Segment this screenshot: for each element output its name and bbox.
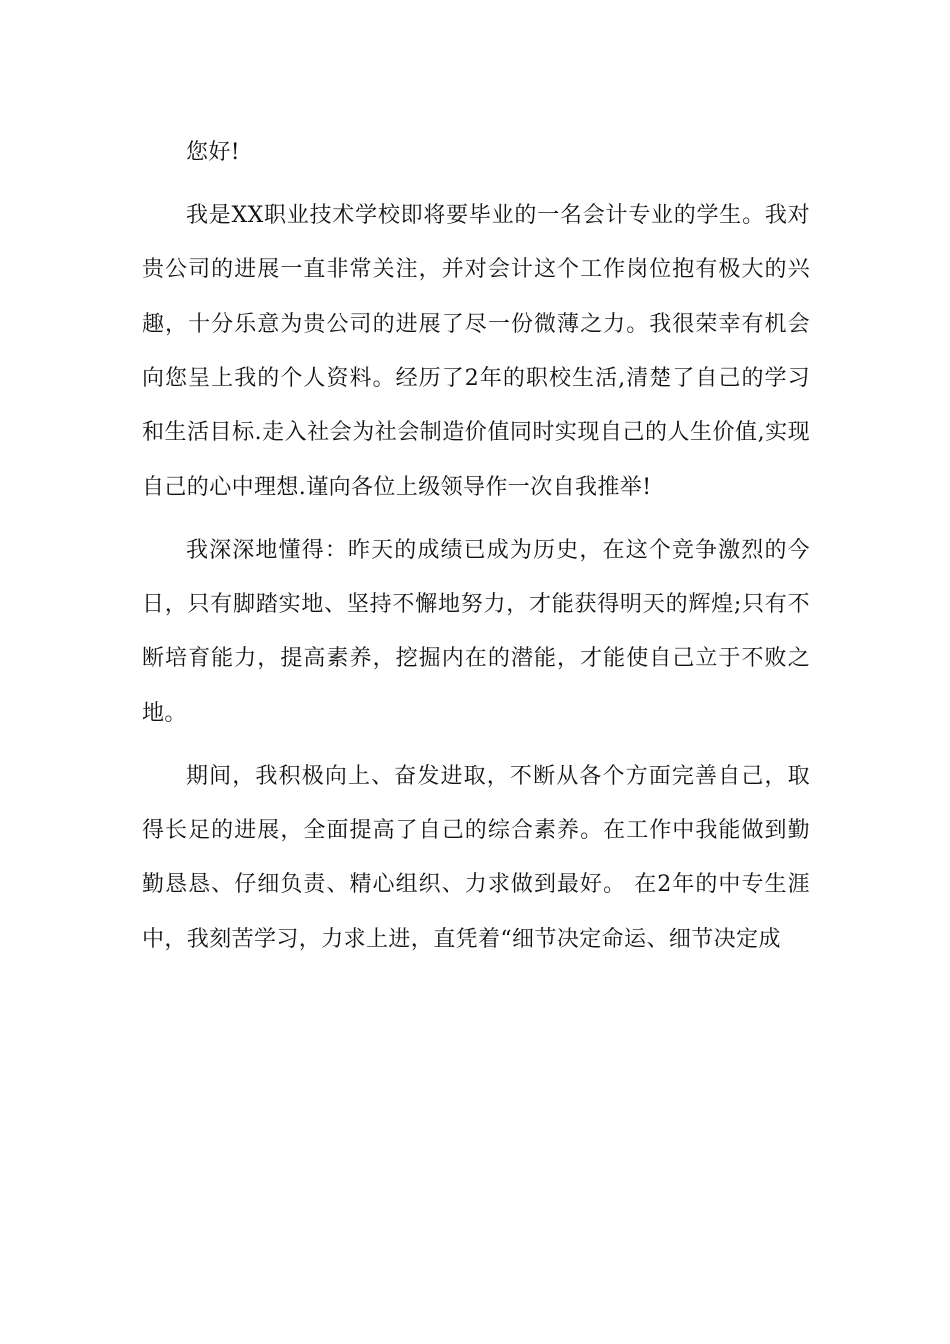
letter-greeting: 您好! [186, 140, 241, 165]
letter-body [142, 126, 810, 976]
letter-paragraph-experience: 期间，我积极向上、奋发进取，不断从各个方面完善自己，取得长足的进展，全面提高了自己的综合素养。在工作中我能做到勤勤恳恳、仔细负责、精心组织、力求做到最好。 在2年的中专生涯中，我刻苦学习，力求上进，直凭着“细节决定命运、细节决定成 [142, 763, 810, 952]
letter-paragraph-intro: 我是XX职业技术学校即将要毕业的一名会计专业的学生。我对贵公司的进展一直非常关注，并对会计这个工作岗位抱有极大的兴趣，十分乐意为贵公司的进展了尽一份微薄之力。我很荣幸有机会向您呈上我的个人资料。经历了2年的职校生活,清楚了自己的学习和生活目标.走入社会为社会制造价值同时实现自己的人生价值,实现自己的心中理想.谨向各位上级领导作一次自我推举! [142, 202, 810, 500]
letter-paragraph-understanding: 我深深地懂得：昨天的成绩已成为历史，在这个竞争激烈的今日，只有脚踏实地、坚持不懈地努力，才能获得明天的辉煌;只有不断培育能力，提高素养，挖掘内在的潜能，才能使自己立于不败之地。 [142, 537, 810, 726]
